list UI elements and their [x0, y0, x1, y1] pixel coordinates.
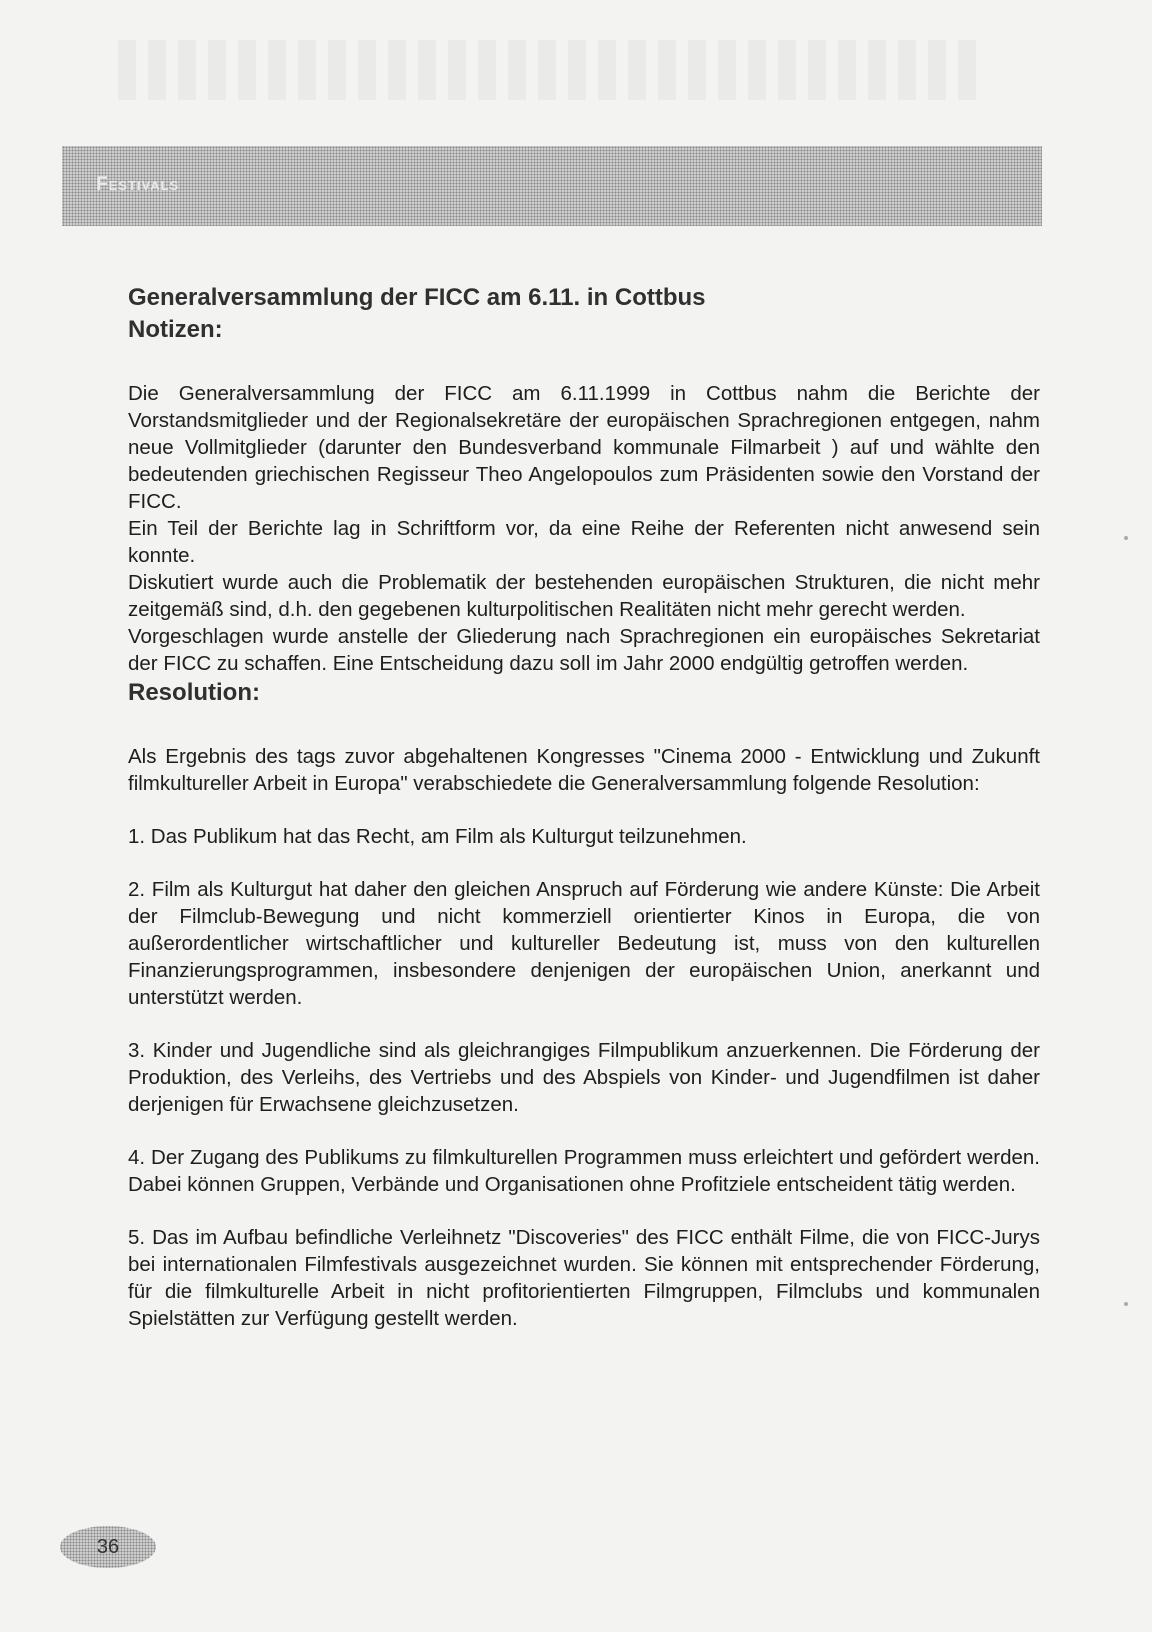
notizen-text	[128, 380, 1040, 677]
article-body	[128, 270, 1040, 1332]
notizen-heading: Notizen:	[128, 316, 223, 343]
notizen-paragraph: Die Generalversammlung der FICC am 6.11.1999 in Cottbus nahm die Berichte der Vorstandsmitglieder und der Regionalsekretäre der europäischen Sprachregionen entgegen, nahm neue Vollmitglieder (darunter den Bundesverband kommunale Filmarbeit ) auf und wählte den bedeutenden griechischen Regisseur Theo Angelopoulos zum Präsidenten sowie den Vorstand der FICC.	[128, 382, 1040, 513]
resolution-item: 2. Film als Kulturgut hat daher den gleichen Anspruch auf Förderung wie andere Künste: Die Arbeit der Filmclub-Bewegung und nicht kommerziell orientierter Kinos in Europa, die von außerordentlicher wirtschaftlicher und kultureller Bedeutung ist, muss von den kulturellen Finanzierungsprogrammen, insbesondere denjenigen der europäischen Union, anerkannt und unterstützt werden.	[128, 878, 1040, 1009]
section-header-band	[62, 146, 1042, 226]
resolution-item: 1. Das Publikum hat das Recht, am Film als Kulturgut teilzunehmen.	[128, 825, 747, 848]
resolution-item: 3. Kinder und Jugendliche sind als gleichrangiges Filmpublikum anzuerkennen. Die Förderung der Produktion, des Verleihs, des Vertriebs und des Abspiels von Kinder- und Jugendfilmen ist daher derjenigen für Erwachsene gleichzusetzen.	[128, 1039, 1040, 1116]
resolution-heading: Resolution:	[128, 679, 260, 706]
notizen-paragraph: Ein Teil der Berichte lag in Schriftform vor, da eine Reihe der Referenten nicht anwesend sein konnte.	[128, 517, 1040, 567]
scan-speck	[1124, 536, 1128, 540]
notizen-paragraph: Vorgeschlagen wurde anstelle der Gliederung nach Sprachregionen ein europäisches Sekretariat der FICC zu schaffen. Eine Entscheidung dazu soll im Jahr 2000 endgültig getroffen werden.	[128, 625, 1040, 675]
resolution-item: 4. Der Zugang des Publikums zu filmkulturellen Programmen muss erleichtert und gefördert werden. Dabei können Gruppen, Verbände und Organisationen ohne Profitziele entscheident tätig werden.	[128, 1146, 1040, 1196]
scan-speck	[1124, 1302, 1128, 1306]
section-label: Festivals	[96, 174, 180, 195]
notizen-paragraph: Diskutiert wurde auch die Problematik der bestehenden europäischen Strukturen, die nicht mehr zeitgemäß sind, d.h. den gegebenen kulturpolitischen Realitäten nicht mehr gerecht werden.	[128, 571, 1040, 621]
article-title: Generalversammlung der FICC am 6.11. in Cottbus	[128, 284, 706, 311]
resolution-intro: Als Ergebnis des tags zuvor abgehaltenen Kongresses "Cinema 2000 - Entwicklung und Zukunft filmkultureller Arbeit in Europa" verabschiedete die Generalversammlung folgende Resolution:	[128, 745, 1040, 795]
page-number: 36	[60, 1526, 156, 1568]
faint-bleedthrough	[118, 40, 978, 100]
resolution-item: 5. Das im Aufbau befindliche Verleihnetz "Discoveries" des FICC enthält Filme, die von FICC-Jurys bei internationalen Filmfestivals ausgezeichnet wurden. Sie können mit entsprechender Förderung, für die filmkulturelle Arbeit in nicht profitorientierten Filmgruppen, Filmclubs und kommunalen Spielstätten zur Verfügung gestellt werden.	[128, 1226, 1040, 1330]
